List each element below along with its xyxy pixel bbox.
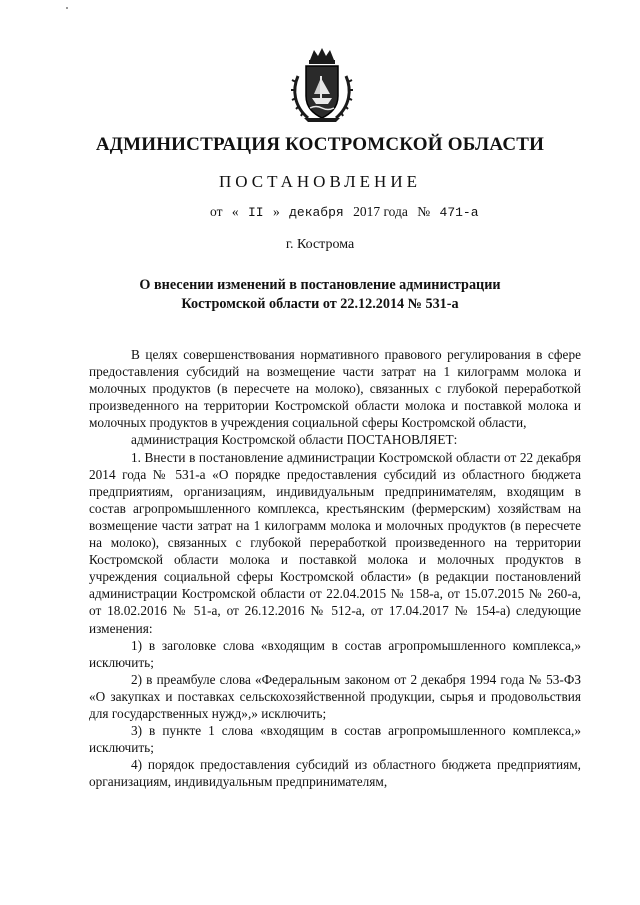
date-day: II (247, 205, 264, 220)
document-type: ПОСТАНОВЛЕНИЕ (218, 172, 421, 191)
document-number: 471-а (439, 205, 479, 220)
document-body (89, 346, 581, 790)
date-open-quote: « (231, 204, 239, 219)
date-number-line (210, 204, 485, 220)
subject-line-1: О внесении изменений в постановление администрации (139, 277, 501, 293)
date-year: 2017 года (353, 204, 408, 219)
date-close-quote: » (272, 204, 280, 219)
number-sign: № (417, 204, 434, 219)
paragraph-subitem-4: 4) порядок предоставления субсидий из областного бюджета предприятиям, организациям, индивидуальным предпринимателям, (89, 757, 581, 790)
paragraph-preamble: В целях совершенствования нормативного правового регулирования в сфере предоставления субсидий на возмещение части затрат на 1 килограмм молока и молочных продуктов (в пересчете на молоко), связанных с глубокой переработкой произведенного на территории Костромской области молока и поставкой молока и молочных продуктов в учреждения социальной сферы Костромской области, (89, 347, 581, 431)
paragraph-subitem-3: 3) в пункте 1 слова «входящим в состав агропромышленного комплекса,» исключить; (89, 723, 581, 756)
subject-line-2: Костромской области от 22.12.2014 № 531-а (181, 296, 459, 312)
date-prefix: от (210, 204, 223, 219)
date-month: декабря (289, 205, 344, 220)
scan-speck (66, 7, 68, 9)
coat-of-arms-icon (290, 46, 354, 124)
organization-title: АДМИНИСТРАЦИЯ КОСТРОМСКОЙ ОБЛАСТИ (95, 134, 545, 155)
city: г. Кострома (285, 237, 355, 252)
document-subject (0, 276, 640, 314)
paragraph-subitem-2: 2) в преамбуле слова «Федеральным законом от 2 декабря 1994 года № 53-ФЗ «О закупках и поставках сельскохозяйственной продукции, сырья и продовольствия для государственных нужд»,» исключить; (89, 671, 581, 721)
paragraph-subitem-1: 1) в заголовке слова «входящим в состав агропромышленного комплекса,» исключить; (89, 637, 581, 670)
paragraph-item-1: 1. Внести в постановление администрации Костромской области от 22 декабря 2014 года № 531-а «О порядке предоставления субсидий из областного бюджета предприятиям, организациям, индивидуальным предпринимателям, входящим в состав агропромышленного комплекса, крестьянским (фермерским) хозяйствам на возмещение части затрат на 1 килограмм молока и молочных продуктов (в пересчете на молоко), связанных с глубокой переработкой произведенного на территории Костромской области молока и поставкой молока и молочных продуктов в учреждения социальной сферы Костромской области» (в редакции постановлений администрации Костромской области от 22.04.2015 № 158-а, от 15.07.2015 № 260-а, от 18.02.2016 № 51-а, от 26.12.2016 № 512-а, от 17.04.2017 № 154-а) следующие изменения: (89, 449, 581, 636)
paragraph-resolution: администрация Костромской области ПОСТАНОВЛЯЕТ: (131, 432, 458, 448)
